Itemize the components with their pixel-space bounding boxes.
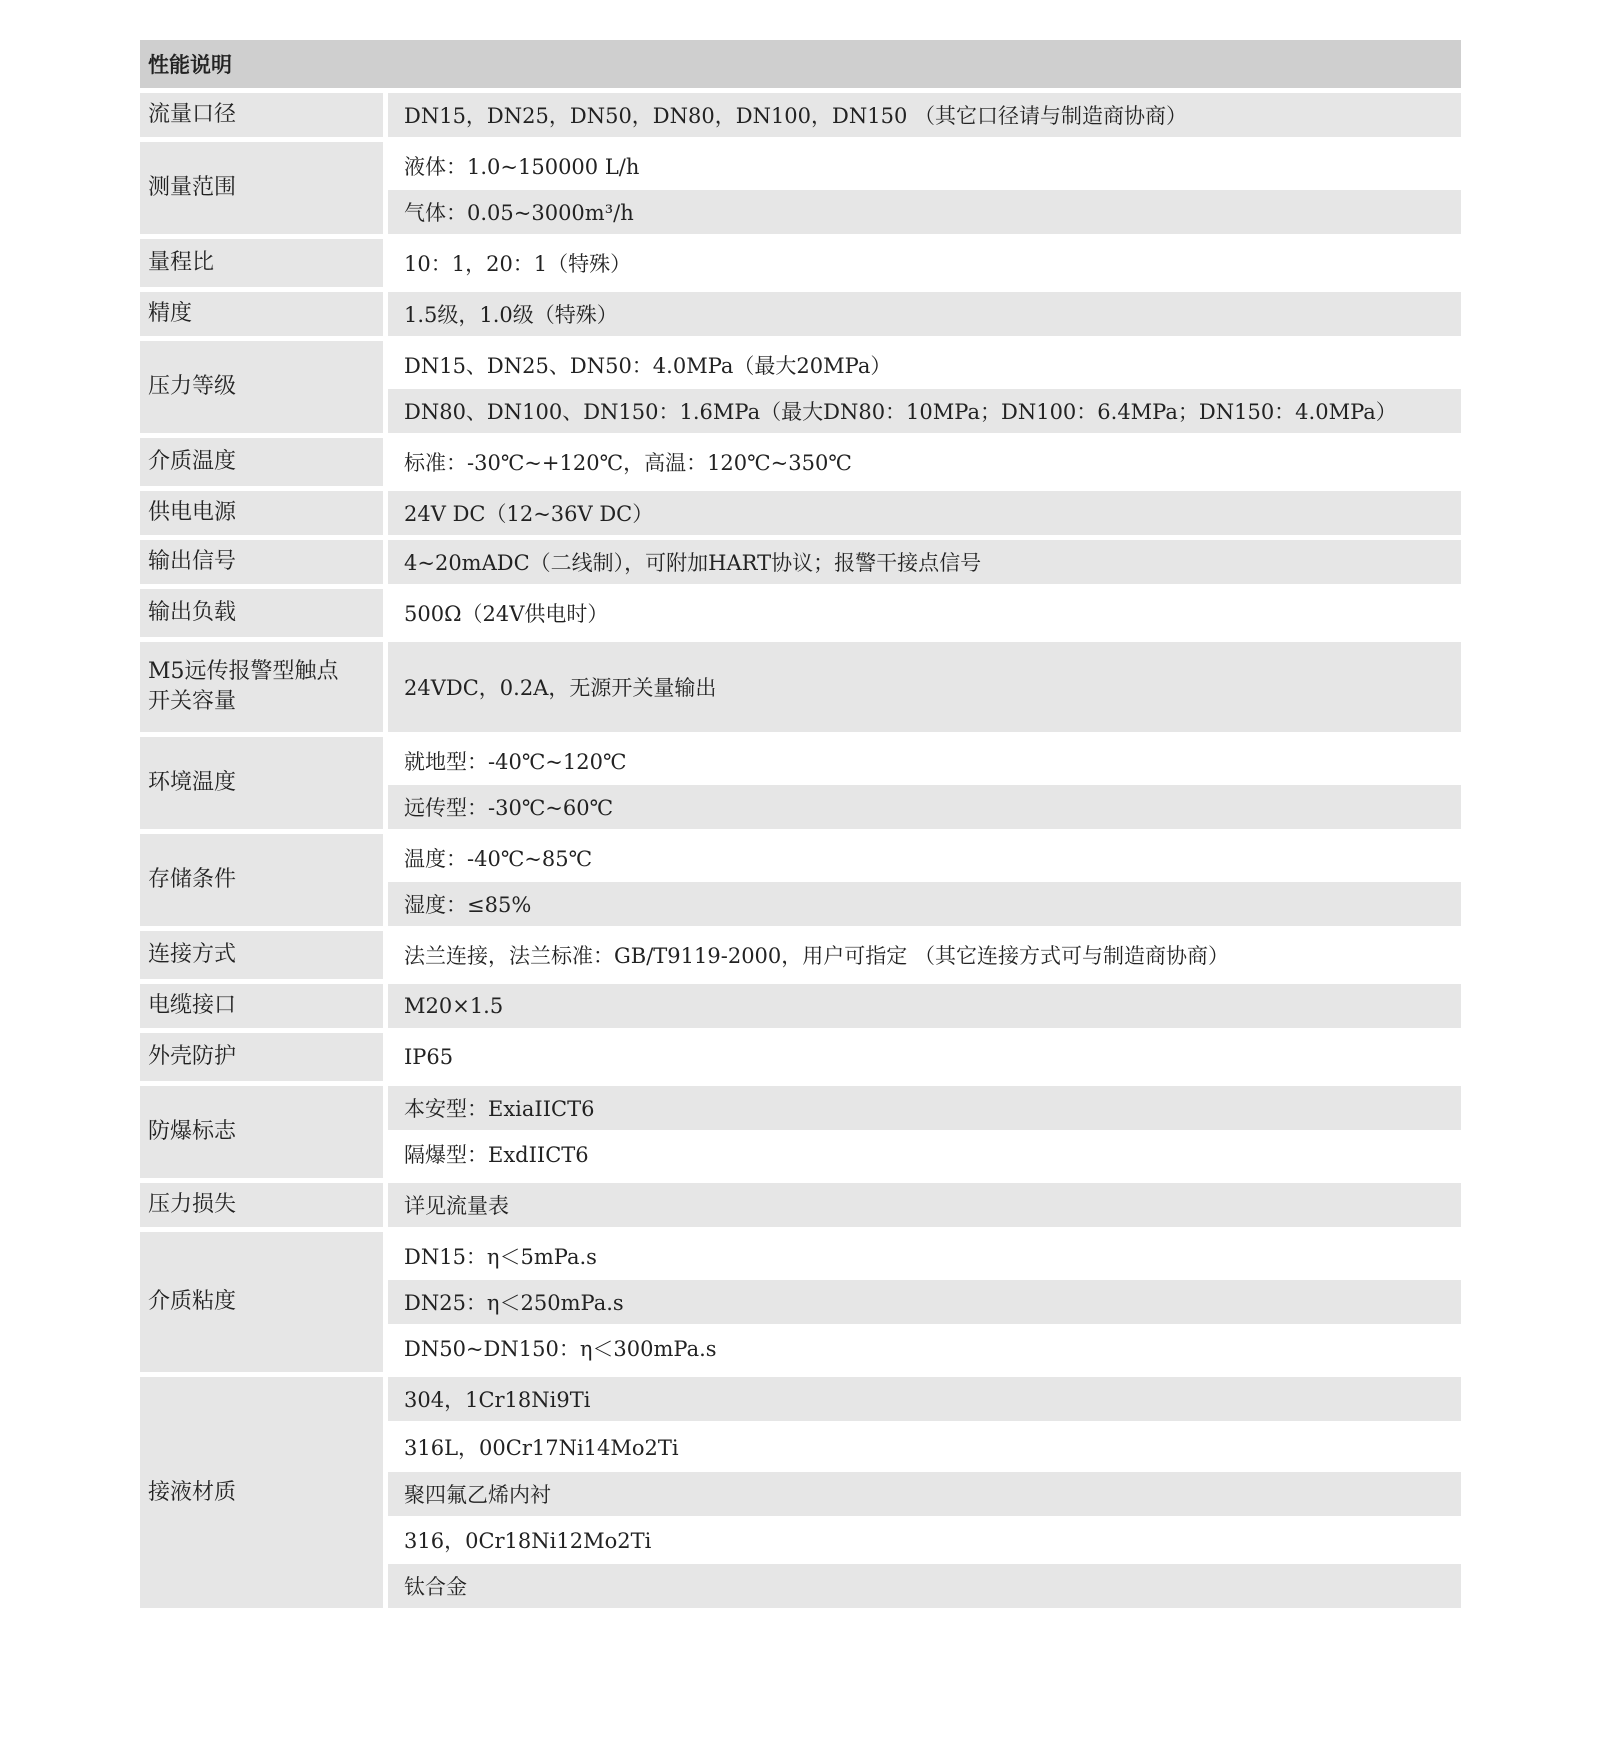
row-value: 气体：0.05~3000m³/h bbox=[388, 190, 1461, 234]
row-label: 外壳防护 bbox=[140, 1033, 383, 1081]
row-label: 环境温度 bbox=[140, 737, 383, 829]
table-row bbox=[140, 1377, 1461, 1608]
row-values bbox=[388, 984, 1461, 1028]
row-value: 就地型：-40℃~120℃ bbox=[388, 737, 1461, 785]
row-value: DN15：η＜5mPa.s bbox=[388, 1232, 1461, 1280]
row-value: 温度：-40℃~85℃ bbox=[388, 834, 1461, 882]
row-value: 24V DC（12~36V DC） bbox=[388, 491, 1461, 535]
row-values bbox=[388, 1232, 1461, 1372]
table-row bbox=[140, 540, 1461, 584]
row-values bbox=[388, 292, 1461, 336]
row-values bbox=[388, 1033, 1461, 1081]
row-value: 法兰连接，法兰标准：GB/T9119-2000，用户可指定 （其它连接方式可与制造商协商） bbox=[388, 931, 1461, 979]
row-value: M20×1.5 bbox=[388, 984, 1461, 1028]
row-value: 316L，00Cr17Ni14Mo2Ti bbox=[388, 1421, 1461, 1472]
row-value: 详见流量表 bbox=[388, 1183, 1461, 1227]
row-values bbox=[388, 93, 1461, 137]
table-row bbox=[140, 341, 1461, 433]
table-row bbox=[140, 438, 1461, 486]
row-values bbox=[388, 438, 1461, 486]
table-row bbox=[140, 737, 1461, 829]
row-value: DN25：η＜250mPa.s bbox=[388, 1280, 1461, 1324]
table-row bbox=[140, 1033, 1461, 1081]
row-value: 钛合金 bbox=[388, 1564, 1461, 1608]
row-value: 远传型：-30℃~60℃ bbox=[388, 785, 1461, 829]
table-title: 性能说明 bbox=[140, 40, 1461, 88]
row-value: 10：1，20：1（特殊） bbox=[388, 239, 1461, 287]
row-label: 压力等级 bbox=[140, 341, 383, 433]
row-values bbox=[388, 931, 1461, 979]
row-value: 24VDC，0.2A，无源开关量输出 bbox=[388, 642, 1461, 732]
row-value: 500Ω（24V供电时） bbox=[388, 589, 1461, 637]
row-label: 防爆标志 bbox=[140, 1086, 383, 1178]
table-row bbox=[140, 1232, 1461, 1372]
table-row bbox=[140, 142, 1461, 234]
row-value: DN80、DN100、DN150：1.6MPa（最大DN80：10MPa；DN100：6.4MPa；DN150：4.0MPa） bbox=[388, 389, 1461, 433]
spec-rows bbox=[140, 93, 1461, 1608]
table-row bbox=[140, 292, 1461, 336]
table-row bbox=[140, 834, 1461, 926]
row-label: 输出信号 bbox=[140, 540, 383, 584]
row-value: 聚四氟乙烯内衬 bbox=[388, 1472, 1461, 1516]
row-label: 输出负载 bbox=[140, 589, 383, 637]
row-value: DN15、DN25、DN50：4.0MPa（最大20MPa） bbox=[388, 341, 1461, 389]
table-row bbox=[140, 931, 1461, 979]
table-row bbox=[140, 491, 1461, 535]
row-label: M5远传报警型触点 开关容量 bbox=[140, 642, 383, 732]
row-values bbox=[388, 1183, 1461, 1227]
row-value: 4~20mADC（二线制），可附加HART协议；报警干接点信号 bbox=[388, 540, 1461, 584]
row-value: DN50~DN150：η＜300mPa.s bbox=[388, 1324, 1461, 1372]
table-row bbox=[140, 984, 1461, 1028]
table-row bbox=[140, 642, 1461, 732]
row-value: 标准：-30℃~+120℃，高温：120℃~350℃ bbox=[388, 438, 1461, 486]
row-label: 介质温度 bbox=[140, 438, 383, 486]
row-values bbox=[388, 341, 1461, 433]
row-value: 湿度：≤85% bbox=[388, 882, 1461, 926]
row-label: 连接方式 bbox=[140, 931, 383, 979]
row-value: DN15，DN25，DN50，DN80，DN100，DN150 （其它口径请与制造商协商） bbox=[388, 93, 1461, 137]
row-values bbox=[388, 1086, 1461, 1178]
row-label: 电缆接口 bbox=[140, 984, 383, 1028]
row-values bbox=[388, 491, 1461, 535]
spec-table bbox=[140, 40, 1461, 1608]
row-values bbox=[388, 834, 1461, 926]
row-value: 304，1Cr18Ni9Ti bbox=[388, 1377, 1461, 1421]
row-value: 隔爆型：ExdIICT6 bbox=[388, 1130, 1461, 1178]
row-values bbox=[388, 1377, 1461, 1608]
row-values bbox=[388, 239, 1461, 287]
row-values bbox=[388, 540, 1461, 584]
row-label: 量程比 bbox=[140, 239, 383, 287]
row-value: 1.5级，1.0级（特殊） bbox=[388, 292, 1461, 336]
row-values bbox=[388, 589, 1461, 637]
row-value: IP65 bbox=[388, 1033, 1461, 1081]
table-row bbox=[140, 93, 1461, 137]
row-label: 存储条件 bbox=[140, 834, 383, 926]
table-row bbox=[140, 589, 1461, 637]
table-row bbox=[140, 239, 1461, 287]
row-label: 流量口径 bbox=[140, 93, 383, 137]
table-row bbox=[140, 1183, 1461, 1227]
row-label: 压力损失 bbox=[140, 1183, 383, 1227]
row-value: 本安型：ExiaIICT6 bbox=[388, 1086, 1461, 1130]
row-label: 精度 bbox=[140, 292, 383, 336]
row-label: 介质粘度 bbox=[140, 1232, 383, 1372]
table-row bbox=[140, 1086, 1461, 1178]
row-values bbox=[388, 737, 1461, 829]
row-value: 液体：1.0~150000 L/h bbox=[388, 142, 1461, 190]
row-value: 316，0Cr18Ni12Mo2Ti bbox=[388, 1516, 1461, 1564]
row-values bbox=[388, 142, 1461, 234]
row-values bbox=[388, 642, 1461, 732]
row-label: 测量范围 bbox=[140, 142, 383, 234]
row-label: 供电电源 bbox=[140, 491, 383, 535]
row-label: 接液材质 bbox=[140, 1377, 383, 1608]
